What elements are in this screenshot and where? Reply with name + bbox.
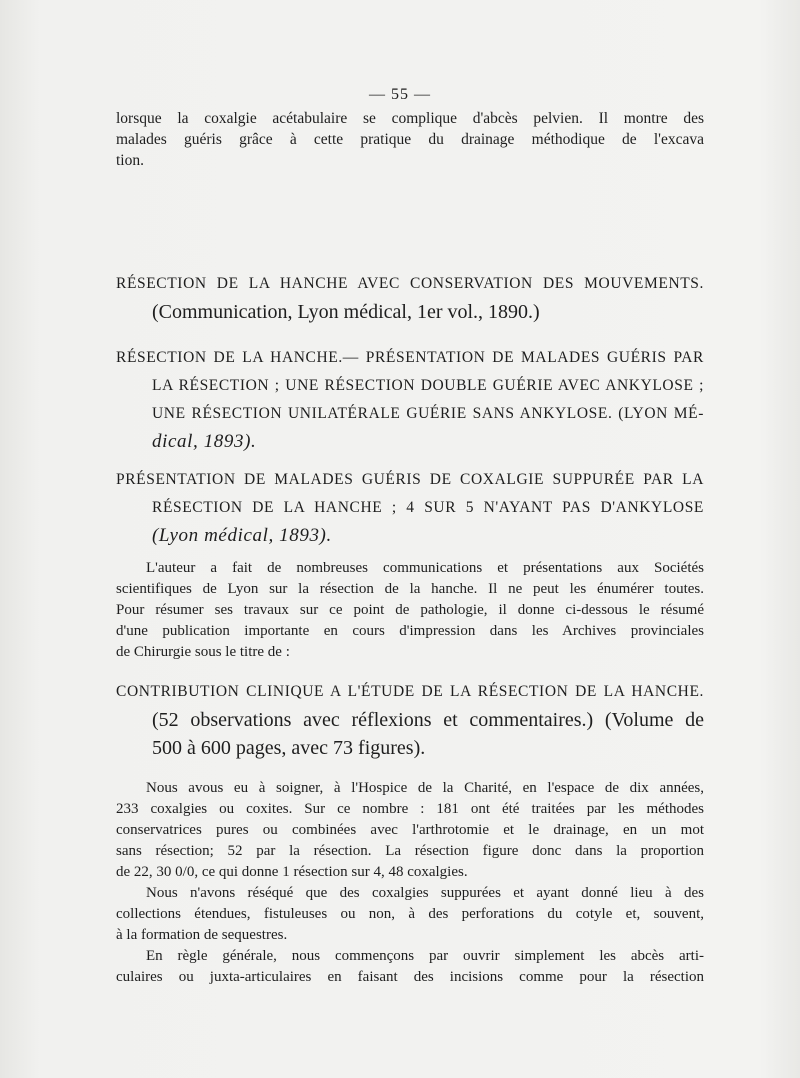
- text-line: de 22, 30 0/0, ce qui donne 1 résection sur 4, 48 coxalgies.: [116, 864, 468, 880]
- entry-title-line: RÉSECTION DE LA HANCHE.— PRÉSENTATION DE MALADES GUÉRIS PAR: [116, 349, 704, 366]
- text-line: Nous avous eu à soigner, à l'Hospice de la Charité, en l'espace de dix années,: [146, 780, 704, 796]
- entry-title-line: RÉSECTION DE LA HANCHE ; 4 SUR 5 N'AYANT PAS D'ANKYLOSE: [152, 499, 704, 516]
- paragraph-method: [116, 946, 704, 988]
- publication-entry-1: [116, 270, 704, 326]
- entry-reference: (Communication, Lyon médical, 1er vol., 1890.): [152, 301, 540, 323]
- text-line: conservatrices pures ou combinées avec l'arthrotomie et le drainage, en un mot: [116, 822, 704, 838]
- text-line: Pour résumer ses travaux sur ce point de pathologie, il donne ci-dessous le résumé: [116, 602, 704, 618]
- text-line: à la formation de sequestres.: [116, 927, 288, 943]
- text-line: L'auteur a fait de nombreuses communications et présentations aux Sociétés: [146, 560, 704, 576]
- paragraph-statistics: [116, 778, 704, 883]
- entry-title-line: dical, 1893).: [152, 431, 257, 452]
- entry-title: RÉSECTION DE LA HANCHE AVEC CONSERVATION DES MOUVEMENTS.: [116, 275, 704, 292]
- publication-entry-2: [116, 344, 704, 456]
- text-line: En règle générale, nous commençons par ouvrir simplement les abcès arti-: [146, 948, 704, 964]
- entry-title-line: LA RÉSECTION ; UNE RÉSECTION DOUBLE GUÉRIE AVEC ANKYLOSE ;: [152, 377, 704, 394]
- text-line: sans résection; 52 par la résection. La résection figure donc dans la proportion: [116, 843, 704, 859]
- entry-title-line: PRÉSENTATION DE MALADES GUÉRIS DE COXALGIE SUPPURÉE PAR LA: [116, 471, 704, 488]
- publication-entry-4: [116, 678, 704, 762]
- text-line: culaires ou juxta-articulaires en faisant des incisions comme pour la résection: [116, 969, 704, 985]
- publication-entry-3: [116, 466, 704, 550]
- text-line: de Chirurgie sous le titre de :: [116, 644, 290, 660]
- entry-title-line: UNE RÉSECTION UNILATÉRALE GUÉRIE SANS ANKYLOSE. (LYON MÉ-: [152, 405, 704, 422]
- text-line: d'une publication importante en cours d'impression dans les Archives provinciales: [116, 623, 704, 639]
- entry-subtitle-line: (52 observations avec réflexions et commentaires.) (Volume de: [152, 709, 704, 731]
- text-line: 233 coxalgies ou coxites. Sur ce nombre : 181 ont été traitées par les méthodes: [116, 801, 704, 817]
- entry-title-line: (Lyon médical, 1893).: [152, 525, 332, 546]
- entry-title: CONTRIBUTION CLINIQUE A L'ÉTUDE DE LA RÉSECTION DE LA HANCHE.: [116, 683, 704, 700]
- intro-paragraph: [116, 108, 704, 171]
- page-number: — 55 —: [369, 86, 431, 103]
- text-line: scientifiques de Lyon sur la résection de la hanche. Il ne peut les énumérer toutes.: [116, 581, 704, 597]
- text-line: malades guéris grâce à cette pratique du drainage méthodique de l'excava: [116, 131, 704, 148]
- text-line: Nous n'avons réséqué que des coxalgies suppurées et ayant donné lieu à des: [146, 885, 704, 901]
- text-line: lorsque la coxalgie acétabulaire se complique d'abcès pelvien. Il montre des: [116, 110, 704, 127]
- text-line: tion.: [116, 152, 144, 169]
- paragraph-cases: [116, 883, 704, 946]
- entry-subtitle-line: 500 à 600 pages, avec 73 figures).: [152, 737, 426, 759]
- text-line: collections étendues, fistuleuses ou non, à des perforations du cotyle et, souvent,: [116, 906, 704, 922]
- paragraph-summary: [116, 558, 704, 663]
